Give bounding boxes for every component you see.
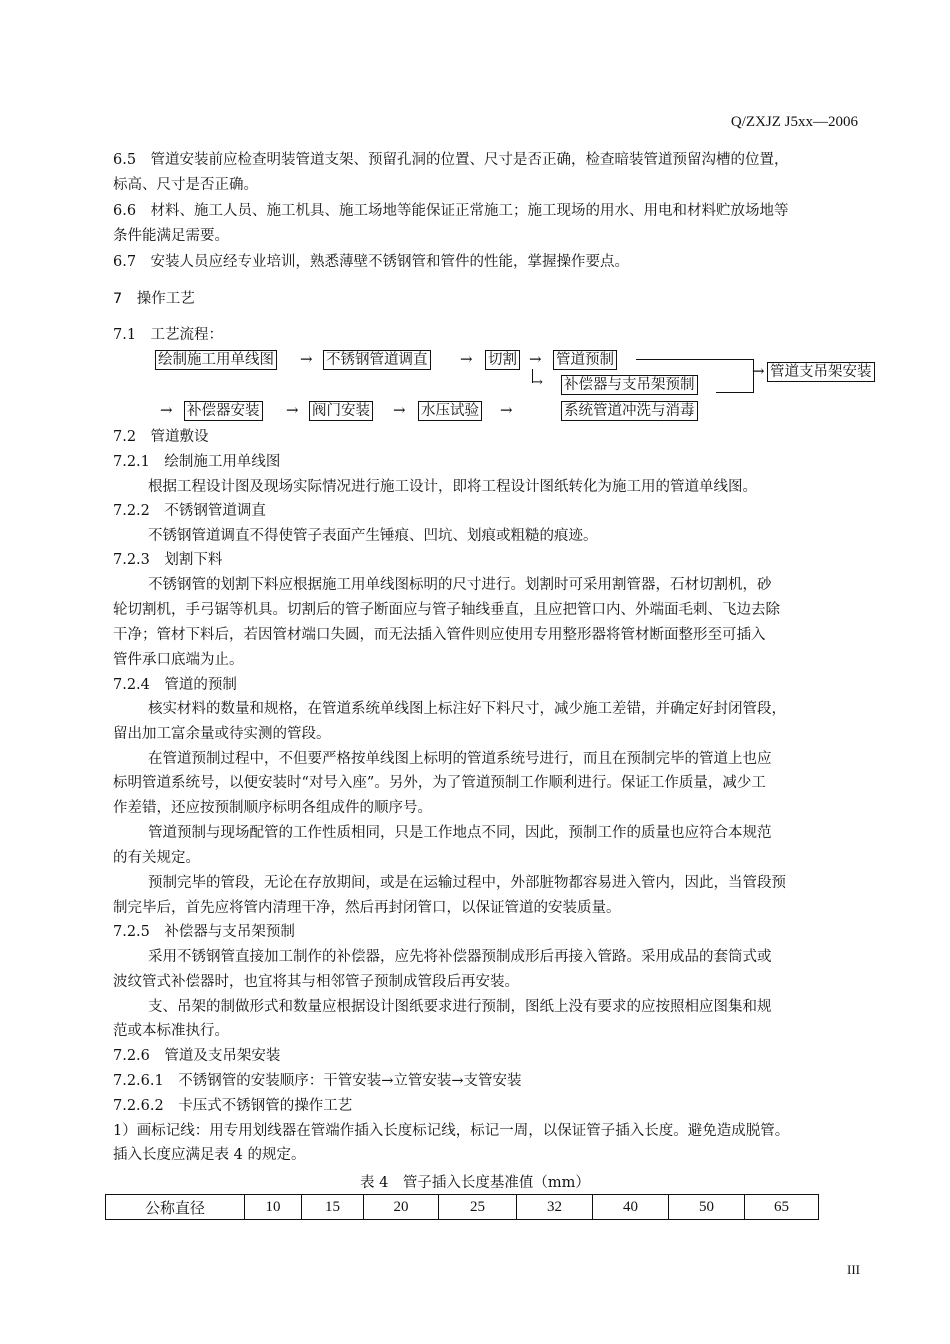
table-row-header: 公称直径 <box>106 1195 245 1220</box>
table-cell: 20 <box>364 1195 439 1220</box>
flow-arrow: → <box>532 375 543 390</box>
para-marking-line1: 1）画标记线：用专用划线器在管端作插入长度标记线，标记一周，以保证管子插入长度。避免造成脱管。 <box>113 1123 790 1139</box>
para-marking-line2: 插入长度应满足表 4 的规定。 <box>113 1147 306 1163</box>
flow-arrow: → <box>393 401 406 419</box>
para-6-5-line2: 标高、尺寸是否正确。 <box>113 177 258 193</box>
table-cell: 25 <box>439 1195 517 1220</box>
flow-box-valve-install: 阀门安装 <box>309 401 373 421</box>
insertion-length-table <box>105 1194 819 1220</box>
heading-7-2-5: 7.2.5 补偿器与支吊架预制 <box>113 924 295 940</box>
page-number: III <box>847 1262 860 1277</box>
table-row <box>106 1195 819 1220</box>
heading-7-2-6: 7.2.6 管道及支吊架安装 <box>113 1048 281 1064</box>
section-7-heading: 7 操作工艺 <box>113 291 195 307</box>
heading-7-2-4: 7.2.4 管道的预制 <box>113 677 237 693</box>
para-7-2-5-a-line1: 采用不锈钢管直接加工制作的补偿器，应先将补偿器预制成形后再接入管路。采用成品的套筒式或 <box>148 949 772 965</box>
para-7-2-4-d-line2: 制完毕后，首先应将管内清理干净，然后再封闭管口，以保证管道的安装质量。 <box>113 900 621 916</box>
flow-box-cut: 切割 <box>485 350 520 370</box>
para-6-6-line1: 6.6 材料、施工人员、施工机具、施工场地等能保证正常施工；施工现场的用水、用电和材料贮放场地等 <box>113 203 789 219</box>
para-7-2-4-d-line1: 预制完毕的管段，无论在存放期间，或是在运输过程中，外部脏物都容易进入管内，因此，当管段预 <box>148 875 786 891</box>
flow-box-straighten: 不锈钢管道调直 <box>323 350 431 370</box>
para-7-2-3-line2: 轮切割机，手弓锯等机具。切割后的管子断面应与管子轴线垂直，且应把管口内、外端面毛刺、飞边去除 <box>113 602 780 618</box>
flow-connector <box>716 392 753 393</box>
para-7-2-3-line1: 不锈钢管的划割下料应根据施工用单线图标明的尺寸进行。划割时可采用割管器，石材切割机，砂 <box>148 577 772 593</box>
flow-box-pressure-test: 水压试验 <box>418 401 482 421</box>
para-7-2-1: 根据工程设计图及现场实际情况进行施工设计，即将工程设计图纸转化为施工用的管道单线图。 <box>148 479 757 495</box>
table-cell: 50 <box>669 1195 745 1220</box>
flow-arrow: → <box>160 401 173 419</box>
flow-box-support-install: 管道支吊架安装 <box>767 362 875 382</box>
flow-arrow: → <box>752 362 765 380</box>
heading-7-2-6-1: 7.2.6.1 不锈钢管的安装顺序：干管安装→立管安装→支管安装 <box>113 1073 522 1089</box>
flow-box-draw-diagram: 绘制施工用单线图 <box>155 350 277 370</box>
flow-arrow: → <box>286 401 299 419</box>
heading-7-2-1: 7.2.1 绘制施工用单线图 <box>113 454 281 470</box>
heading-7-2-2: 7.2.2 不锈钢管道调直 <box>113 503 266 519</box>
para-7-2-4-a-line2: 留出加工富余量或待实测的管段。 <box>113 726 331 742</box>
para-7-2-4-c-line1: 管道预制与现场配管的工作性质相同，只是工作地点不同，因此，预制工作的质量也应符合本规范 <box>148 825 772 841</box>
para-7-2-4-c-line2: 的有关规定。 <box>113 850 200 866</box>
para-7-2-4-a-line1: 核实材料的数量和规格，在管道系统单线图上标注好下料尺寸，减少施工差错，并确定好封闭管段， <box>148 701 786 717</box>
para-6-5-line1: 6.5 管道安装前应检查明装管道支架、预留孔洞的位置、尺寸是否正确，检查暗装管道预留沟槽的位置， <box>113 152 789 168</box>
para-7-2-5-a-line2: 波纹管式补偿器时，也宜将其与相邻管子预制成管段后再安装。 <box>113 974 519 990</box>
flow-box-prefab: 管道预制 <box>553 350 617 370</box>
flow-arrow: → <box>500 401 513 419</box>
para-6-7: 6.7 安装人员应经专业培训，熟悉薄壁不锈钢管和管件的性能，掌握操作要点。 <box>113 254 630 270</box>
para-7-2-3-line4: 管件承口底端为止。 <box>113 652 244 668</box>
flow-box-compensator-prefab: 补偿器与支吊架预制 <box>561 375 698 395</box>
para-7-2-5-b-line1: 支、吊架的制做形式和数量应根据设计图纸要求进行预制，图纸上没有要求的应按照相应图集和规 <box>148 999 772 1015</box>
heading-7-2-6-2: 7.2.6.2 卡压式不锈钢管的操作工艺 <box>113 1098 353 1114</box>
para-6-6-line2: 条件能满足需要。 <box>113 228 229 244</box>
para-7-2-3-line3: 干净；管材下料后，若因管材端口失圆，而无法插入管件则应使用专用整形器将管材断面整形至可插入 <box>113 627 766 643</box>
para-7-2-2: 不锈钢管道调直不得使管子表面产生锤痕、凹坑、划痕或粗糙的痕迹。 <box>148 528 598 544</box>
heading-7-2-3: 7.2.3 划割下料 <box>113 552 223 568</box>
flow-box-flush-disinfect: 系统管道冲洗与消毒 <box>561 401 698 421</box>
flow-arrow: → <box>300 350 313 368</box>
para-7-2-5-b-line2: 范或本标准执行。 <box>113 1023 229 1039</box>
para-7-2-4-b-line3: 作差错，还应按预制顺序标明各组成件的顺序号。 <box>113 800 432 816</box>
flow-arrow: → <box>529 350 542 368</box>
para-7-2-4-b-line1: 在管道预制过程中，不但要严格按单线图上标明的管道系统号进行，而且在预制完毕的管道上也应 <box>148 751 772 767</box>
heading-7-2: 7.2 管道敷设 <box>113 429 209 445</box>
table-cell: 15 <box>302 1195 364 1220</box>
table-cell: 32 <box>517 1195 593 1220</box>
flow-arrow: → <box>460 350 473 368</box>
table-cell: 65 <box>745 1195 819 1220</box>
table-caption: 表 4 管子插入长度基准值（mm） <box>360 1175 590 1191</box>
flow-connector <box>636 359 753 360</box>
document-code: Q/ZXJZ J5xx—2006 <box>730 114 858 130</box>
para-7-2-4-b-line2: 标明管道系统号，以便安装时“对号入座”。另外，为了管道预制工作顺利进行。保证工作质量，减少工 <box>113 775 766 791</box>
heading-7-1: 7.1 工艺流程： <box>113 327 224 343</box>
table-cell: 10 <box>245 1195 302 1220</box>
flow-box-compensator-install: 补偿器安装 <box>184 401 263 421</box>
table-cell: 40 <box>593 1195 669 1220</box>
